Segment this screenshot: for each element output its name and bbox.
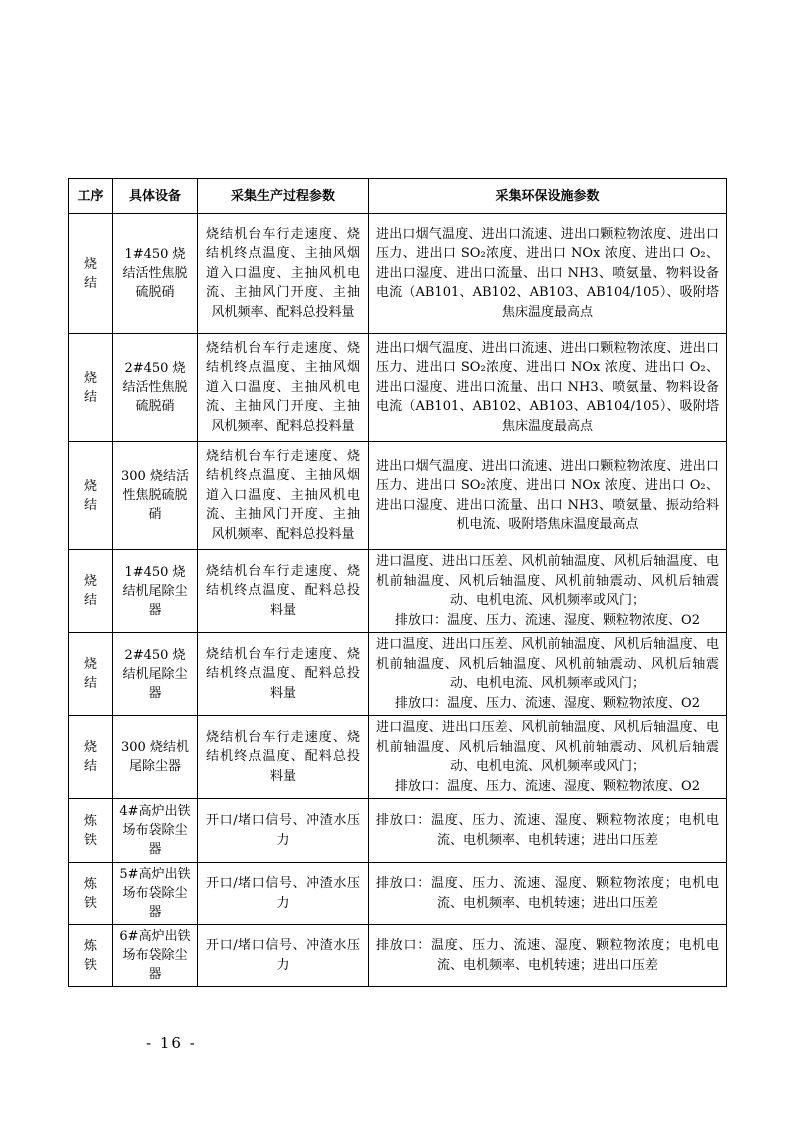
env-params-text: 排放口：温度、压力、流速、湿度、颗粒物浓度、O2 xyxy=(395,778,700,794)
env-params-cell xyxy=(369,863,727,925)
env-params-cell xyxy=(369,925,727,987)
table-row xyxy=(69,799,727,863)
env-params-cell xyxy=(369,716,727,799)
env-params-text: 排放口：温度、压力、流速、湿度、颗粒物浓度；电机电流、电机频率、电机转速；进出口压差 xyxy=(376,876,719,911)
env-params-text: 排放口：温度、压力、流速、湿度、颗粒物浓度；电机电流、电机频率、电机转速；进出口压差 xyxy=(376,813,719,848)
process-cell: 烧结 xyxy=(69,716,113,799)
production-params-cell: 烧结机台车行走速度、烧结机终点温度、主抽风烟道入口温度、主抽风机电流、主抽风门开度、主抽风机频率、配料总投料量 xyxy=(198,214,369,334)
env-params-cell xyxy=(369,633,727,716)
production-params-cell: 烧结机台车行走速度、烧结机终点温度、配料总投料量 xyxy=(198,716,369,799)
col-header-env-params: 采集环保设施参数 xyxy=(369,179,727,214)
env-params-text: 排放口：温度、压力、流速、湿度、颗粒物浓度；电机电流、电机频率、电机转速；进出口压差 xyxy=(376,938,719,973)
process-cell: 炼铁 xyxy=(69,799,113,863)
process-cell: 烧结 xyxy=(69,550,113,633)
equipment-cell: 300 烧结活性焦脱硫脱硝 xyxy=(113,442,198,550)
equipment-cell: 300 烧结机尾除尘器 xyxy=(113,716,198,799)
process-cell: 烧结 xyxy=(69,214,113,334)
env-params-cell xyxy=(369,550,727,633)
production-params-cell: 烧结机台车行走速度、烧结机终点温度、主抽风烟道入口温度、主抽风机电流、主抽风门开度、主抽风机频率、配料总投料量 xyxy=(198,442,369,550)
table-row xyxy=(69,716,727,799)
equipment-cell: 5#高炉出铁场布袋除尘器 xyxy=(113,863,198,925)
process-cell: 炼铁 xyxy=(69,863,113,925)
equipment-cell: 6#高炉出铁场布袋除尘器 xyxy=(113,925,198,987)
table-row xyxy=(69,334,727,442)
process-cell: 炼铁 xyxy=(69,925,113,987)
production-params-cell: 开口/堵口信号、冲渣水压力 xyxy=(198,799,369,863)
env-params-text: 进出口烟气温度、进出口流速、进出口颗粒物浓度、进出口压力、进出口 SO₂浓度、进出口 NOx 浓度、进出口 O₂、进出口湿度、进出口流量、出口 NH3、喷氨量、物料设备电流（AB101、AB102、AB103、AB104/105）、吸附塔焦床温度最高点 xyxy=(376,226,719,320)
env-params-text: 进口温度、进出口压差、风机前轴温度、风机后轴温度、电机前轴温度、风机后轴温度、风机前轴震动、风机后轴震动、电机电流、风机频率或风门； xyxy=(376,554,719,608)
parameters-table xyxy=(68,178,727,987)
env-params-text: 进口温度、进出口压差、风机前轴温度、风机后轴温度、电机前轴温度、风机后轴温度、风机前轴震动、风机后轴震动、电机电流、风机频率或风门； xyxy=(376,720,719,774)
table-row xyxy=(69,442,727,550)
env-params-cell xyxy=(369,442,727,550)
process-cell: 烧结 xyxy=(69,442,113,550)
col-header-equipment: 具体设备 xyxy=(113,179,198,214)
equipment-cell: 2#450 烧结机尾除尘器 xyxy=(113,633,198,716)
table-row xyxy=(69,925,727,987)
table-header-row xyxy=(69,179,727,214)
table-row xyxy=(69,863,727,925)
table-row xyxy=(69,214,727,334)
env-params-cell xyxy=(369,334,727,442)
env-params-text: 进口温度、进出口压差、风机前轴温度、风机后轴温度、电机前轴温度、风机后轴温度、风机前轴震动、风机后轴震动、电机电流、风机频率或风门； xyxy=(376,637,719,691)
production-params-cell: 烧结机台车行走速度、烧结机终点温度、主抽风烟道入口温度、主抽风机电流、主抽风门开度、主抽风机频率、配料总投料量 xyxy=(198,334,369,442)
equipment-cell: 2#450 烧结活性焦脱硫脱硝 xyxy=(113,334,198,442)
env-params-text: 排放口：温度、压力、流速、湿度、颗粒物浓度、O2 xyxy=(395,612,700,628)
env-params-text: 排放口：温度、压力、流速、湿度、颗粒物浓度、O2 xyxy=(395,695,700,711)
env-params-cell xyxy=(369,214,727,334)
env-params-text: 进出口烟气温度、进出口流速、进出口颗粒物浓度、进出口压力、进出口 SO₂浓度、进出口 NOx 浓度、进出口 O₂、进出口湿度、进出口流量、出口 NH3、喷氨量、物料设备电流（AB101、AB102、AB103、AB104/105）、吸附塔焦床温度最高点 xyxy=(376,340,719,434)
table-row xyxy=(69,633,727,716)
production-params-cell: 烧结机台车行走速度、烧结机终点温度、配料总投料量 xyxy=(198,633,369,716)
process-cell: 烧结 xyxy=(69,633,113,716)
production-params-cell: 烧结机台车行走速度、烧结机终点温度、配料总投料量 xyxy=(198,550,369,633)
col-header-process: 工序 xyxy=(69,179,113,214)
col-header-production-params: 采集生产过程参数 xyxy=(198,179,369,214)
page-number: - 16 - xyxy=(146,1034,197,1052)
process-cell: 烧结 xyxy=(69,334,113,442)
table-row xyxy=(69,550,727,633)
equipment-cell: 4#高炉出铁场布袋除尘器 xyxy=(113,799,198,863)
equipment-cell: 1#450 烧结活性焦脱硫脱硝 xyxy=(113,214,198,334)
env-params-text: 进出口烟气温度、进出口流速、进出口颗粒物浓度、进出口压力、进出口 SO₂浓度、进出口 NOx 浓度、进出口 O₂、进出口湿度、进出口流量、出口 NH3、喷氨量、振动给料机电流、吸附塔焦床温度最高点 xyxy=(376,458,719,532)
env-params-cell xyxy=(369,799,727,863)
production-params-cell: 开口/堵口信号、冲渣水压力 xyxy=(198,863,369,925)
production-params-cell: 开口/堵口信号、冲渣水压力 xyxy=(198,925,369,987)
equipment-cell: 1#450 烧结机尾除尘器 xyxy=(113,550,198,633)
